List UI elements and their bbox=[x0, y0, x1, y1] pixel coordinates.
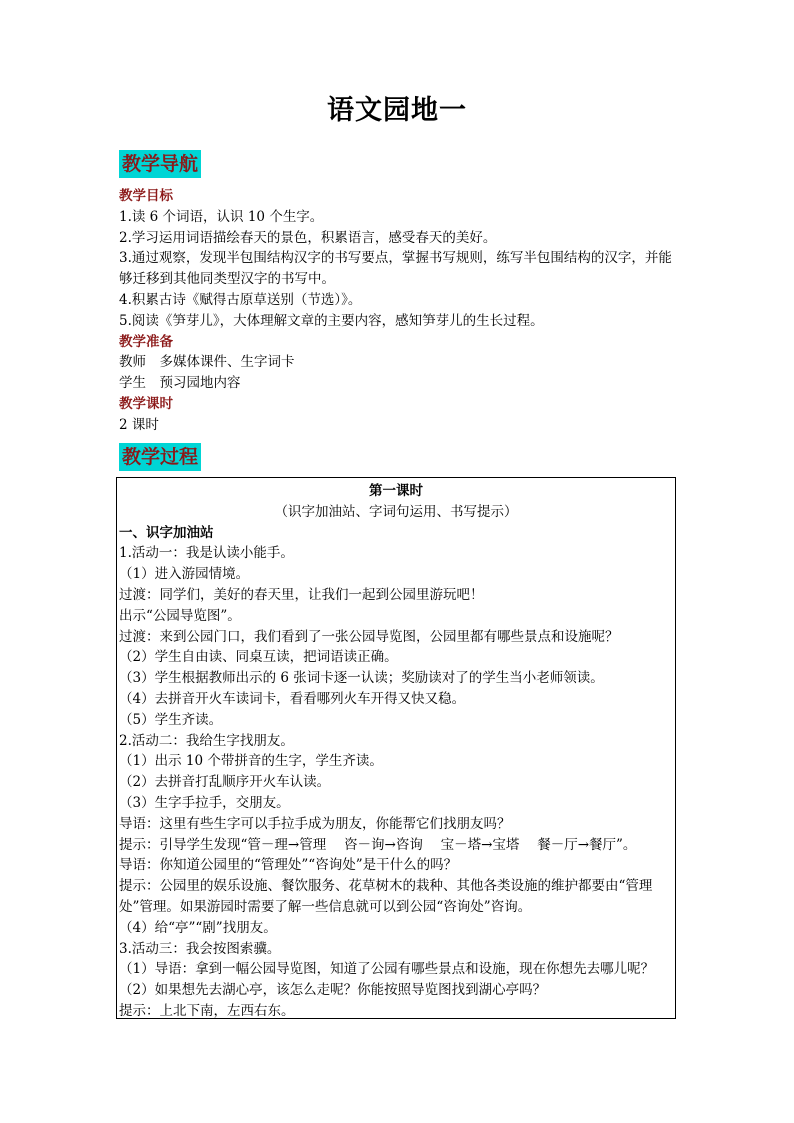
lesson-line: 导语：你知道公园里的“管理处”“咨询处”是干什么的吗？ bbox=[119, 857, 458, 874]
lesson-line: 导语：这里有些生字可以手拉手成为朋友，你能帮它们找朋友吗？ bbox=[119, 815, 511, 832]
goals-heading: 教学目标 bbox=[119, 188, 173, 204]
lesson-line: （2）去拼音打乱顺序开火车认读。 bbox=[119, 774, 331, 791]
lesson-line: （2）学生自由读、同桌互读，把词语读正确。 bbox=[119, 649, 398, 666]
guide-content bbox=[119, 186, 679, 436]
section-heading-process: 教学过程 bbox=[119, 443, 201, 471]
lesson-line: （1）导语：拿到一幅公园导览图，知道了公园有哪些景点和设施，现在你想先去哪儿呢？ bbox=[119, 961, 655, 978]
goal-item: 2.学习运用词语描绘春天的景色，积累语言，感受春天的美好。 bbox=[119, 229, 497, 246]
hours-value: 2 课时 bbox=[119, 416, 159, 433]
lesson-line: （1）进入游园情境。 bbox=[119, 566, 250, 583]
goal-item: 3.通过观察，发现半包围结构汉字的书写要点，掌握书写规则，练写半包围结构的汉字，并能够迁移到其他同类型汉字的书写中。 bbox=[119, 250, 672, 288]
lesson-box bbox=[116, 477, 676, 1019]
lesson-line: 2.活动二：我给生字找朋友。 bbox=[119, 732, 294, 749]
lesson-line: 3.活动三：我会按图索骥。 bbox=[119, 940, 281, 957]
prep-heading: 教学准备 bbox=[119, 333, 173, 350]
section-heading-guide: 教学导航 bbox=[119, 150, 201, 178]
lesson-line: 1.活动一：我是认读小能手。 bbox=[119, 545, 294, 562]
lesson-line: （1）出示 10 个带拼音的生字，学生齐读。 bbox=[119, 753, 383, 770]
goal-item: 5.阅读《笋芽儿》，大体理解文章的主要内容，感知笋芽儿的生长过程。 bbox=[119, 312, 544, 329]
lesson-title: 第一课时 bbox=[369, 483, 423, 499]
lesson-line: （3）生字手拉手，交朋友。 bbox=[119, 794, 290, 811]
page-title: 语文园地一 bbox=[327, 95, 467, 126]
prep-item: 学生 预习园地内容 bbox=[119, 375, 241, 392]
lesson-line: （4）去拼音开火车读词卡，看看哪列火车开得又快又稳。 bbox=[119, 690, 466, 707]
lesson-line: 过渡：来到公园门口，我们看到了一张公园导览图，公园里都有哪些景点和设施呢？ bbox=[119, 628, 619, 645]
prep-item: 教师 多媒体课件、生字词卡 bbox=[119, 354, 295, 371]
lesson-line: 提示：引导学生发现“管－理→管理 咨－询→咨询 宝－塔→宝塔 餐－厅→餐厅”。 bbox=[119, 836, 637, 853]
hours-heading: 教学课时 bbox=[119, 395, 173, 412]
lesson-line: 提示：公园里的娱乐设施、餐饮服务、花草树木的栽种、其他各类设施的维护都要由“管理处”管理。如果游园时需要了解一些信息就可以到公园“咨询处”咨询。 bbox=[119, 878, 653, 915]
lesson-line: 过渡：同学们，美好的春天里，让我们一起到公园里游玩吧！ bbox=[119, 586, 484, 603]
goal-item: 4.积累古诗《赋得古原草送别（节选）》。 bbox=[119, 291, 362, 308]
lesson-line: （5）学生齐读。 bbox=[119, 711, 223, 728]
lesson-line: 提示：上北下南，左西右东。 bbox=[119, 1002, 295, 1019]
lesson-line: （4）给“亭”“剧”找朋友。 bbox=[119, 919, 277, 936]
lesson-subtitle: （识字加油站、字词句运用、书写提示） bbox=[274, 503, 518, 520]
lesson-line: （2）如果想先去湖心亭，该怎么走呢？你能按照导览图找到湖心亭吗？ bbox=[119, 982, 547, 999]
part-heading: 一、识字加油站 bbox=[119, 524, 214, 541]
lesson-line: 出示“公园导览图”。 bbox=[119, 607, 241, 624]
lesson-line: （3）学生根据教师出示的 6 张词卡逐一认读；奖励读对了的学生当小老师领读。 bbox=[119, 670, 604, 687]
goal-item: 1.读 6 个词语，认识 10 个生字。 bbox=[119, 208, 324, 225]
